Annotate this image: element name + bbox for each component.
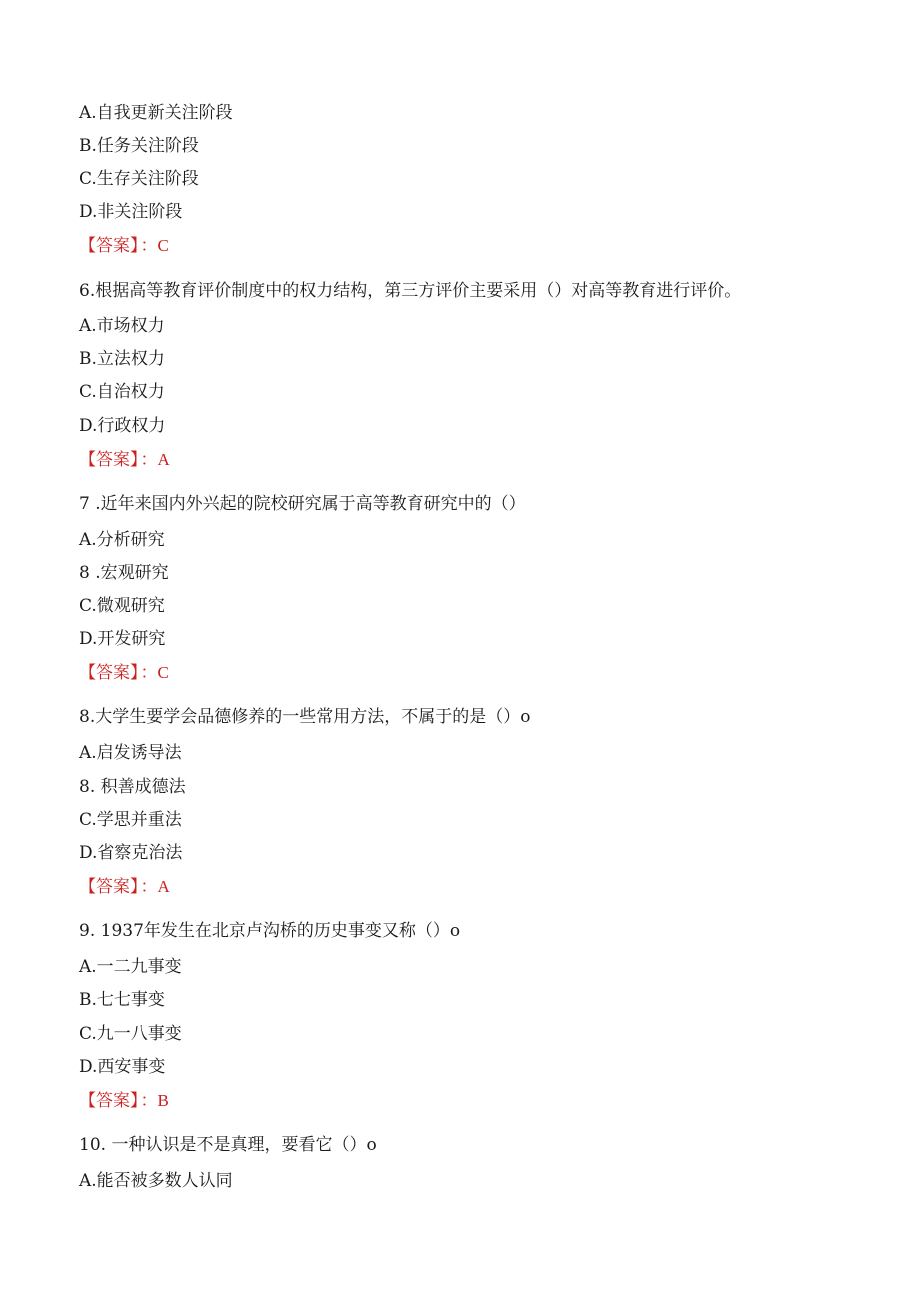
- option-line: B.七七事变: [79, 990, 165, 1010]
- option-line: D.非关注阶段: [79, 202, 183, 222]
- option-line: A.启发诱导法: [79, 743, 182, 763]
- answer-line: [79, 662, 169, 684]
- answer-value: A: [157, 877, 170, 896]
- answer-separator: ：: [140, 663, 158, 683]
- option-line: A.分析研究: [79, 530, 165, 550]
- option-line: C.微观研究: [79, 596, 165, 616]
- answer-line: [79, 876, 170, 898]
- answer-label: 【答案】: [79, 877, 139, 897]
- option-line: C.生存关注阶段: [79, 169, 199, 189]
- option-line: C.自治权力: [79, 382, 165, 402]
- option-line: 8 .宏观研究: [79, 563, 169, 583]
- option-line: A.一二九事变: [79, 957, 182, 977]
- answer-label: 【答案】: [79, 450, 139, 470]
- option-line: A.能否被多数人认同: [79, 1171, 233, 1191]
- question-line: 10. 一种认识是不是真理，要看它（）o: [79, 1135, 377, 1155]
- answer-separator: ：: [140, 236, 158, 256]
- answer-separator: ：: [140, 450, 158, 470]
- answer-line: [79, 235, 169, 257]
- option-line: B.立法权力: [79, 349, 165, 369]
- answer-separator: ：: [140, 877, 158, 897]
- answer-value: A: [157, 450, 170, 469]
- option-line: D.开发研究: [79, 629, 166, 649]
- answer-value: C: [157, 236, 169, 255]
- option-line: D.西安事变: [79, 1057, 166, 1077]
- option-line: C.学思并重法: [79, 810, 182, 830]
- question-line: 9. 1937年发生在北京卢沟桥的历史事变又称（）o: [79, 921, 461, 941]
- option-line: A.自我更新关注阶段: [79, 103, 233, 123]
- answer-label: 【答案】: [79, 1091, 139, 1111]
- answer-value: C: [157, 663, 169, 682]
- answer-line: [79, 449, 170, 471]
- option-line: 8. 积善成德法: [79, 777, 186, 797]
- question-line: 7 .近年来国内外兴起的院校研究属于高等教育研究中的（）: [79, 494, 526, 514]
- answer-label: 【答案】: [79, 663, 139, 683]
- answer-line: [79, 1090, 169, 1112]
- answer-value: B: [157, 1091, 169, 1110]
- option-line: D.行政权力: [79, 416, 166, 436]
- option-line: D.省察克治法: [79, 843, 183, 863]
- question-line: 6.根据高等教育评价制度中的权力结构，第三方评价主要采用（）对高等教育进行评价。: [79, 281, 742, 301]
- option-line: A.市场权力: [79, 316, 165, 336]
- answer-label: 【答案】: [79, 236, 139, 256]
- answer-separator: ：: [140, 1091, 158, 1111]
- option-line: B.任务关注阶段: [79, 136, 199, 156]
- option-line: C.九一八事变: [79, 1024, 182, 1044]
- question-line: 8.大学生要学会品德修养的一些常用方法，不属于的是（）o: [79, 707, 531, 727]
